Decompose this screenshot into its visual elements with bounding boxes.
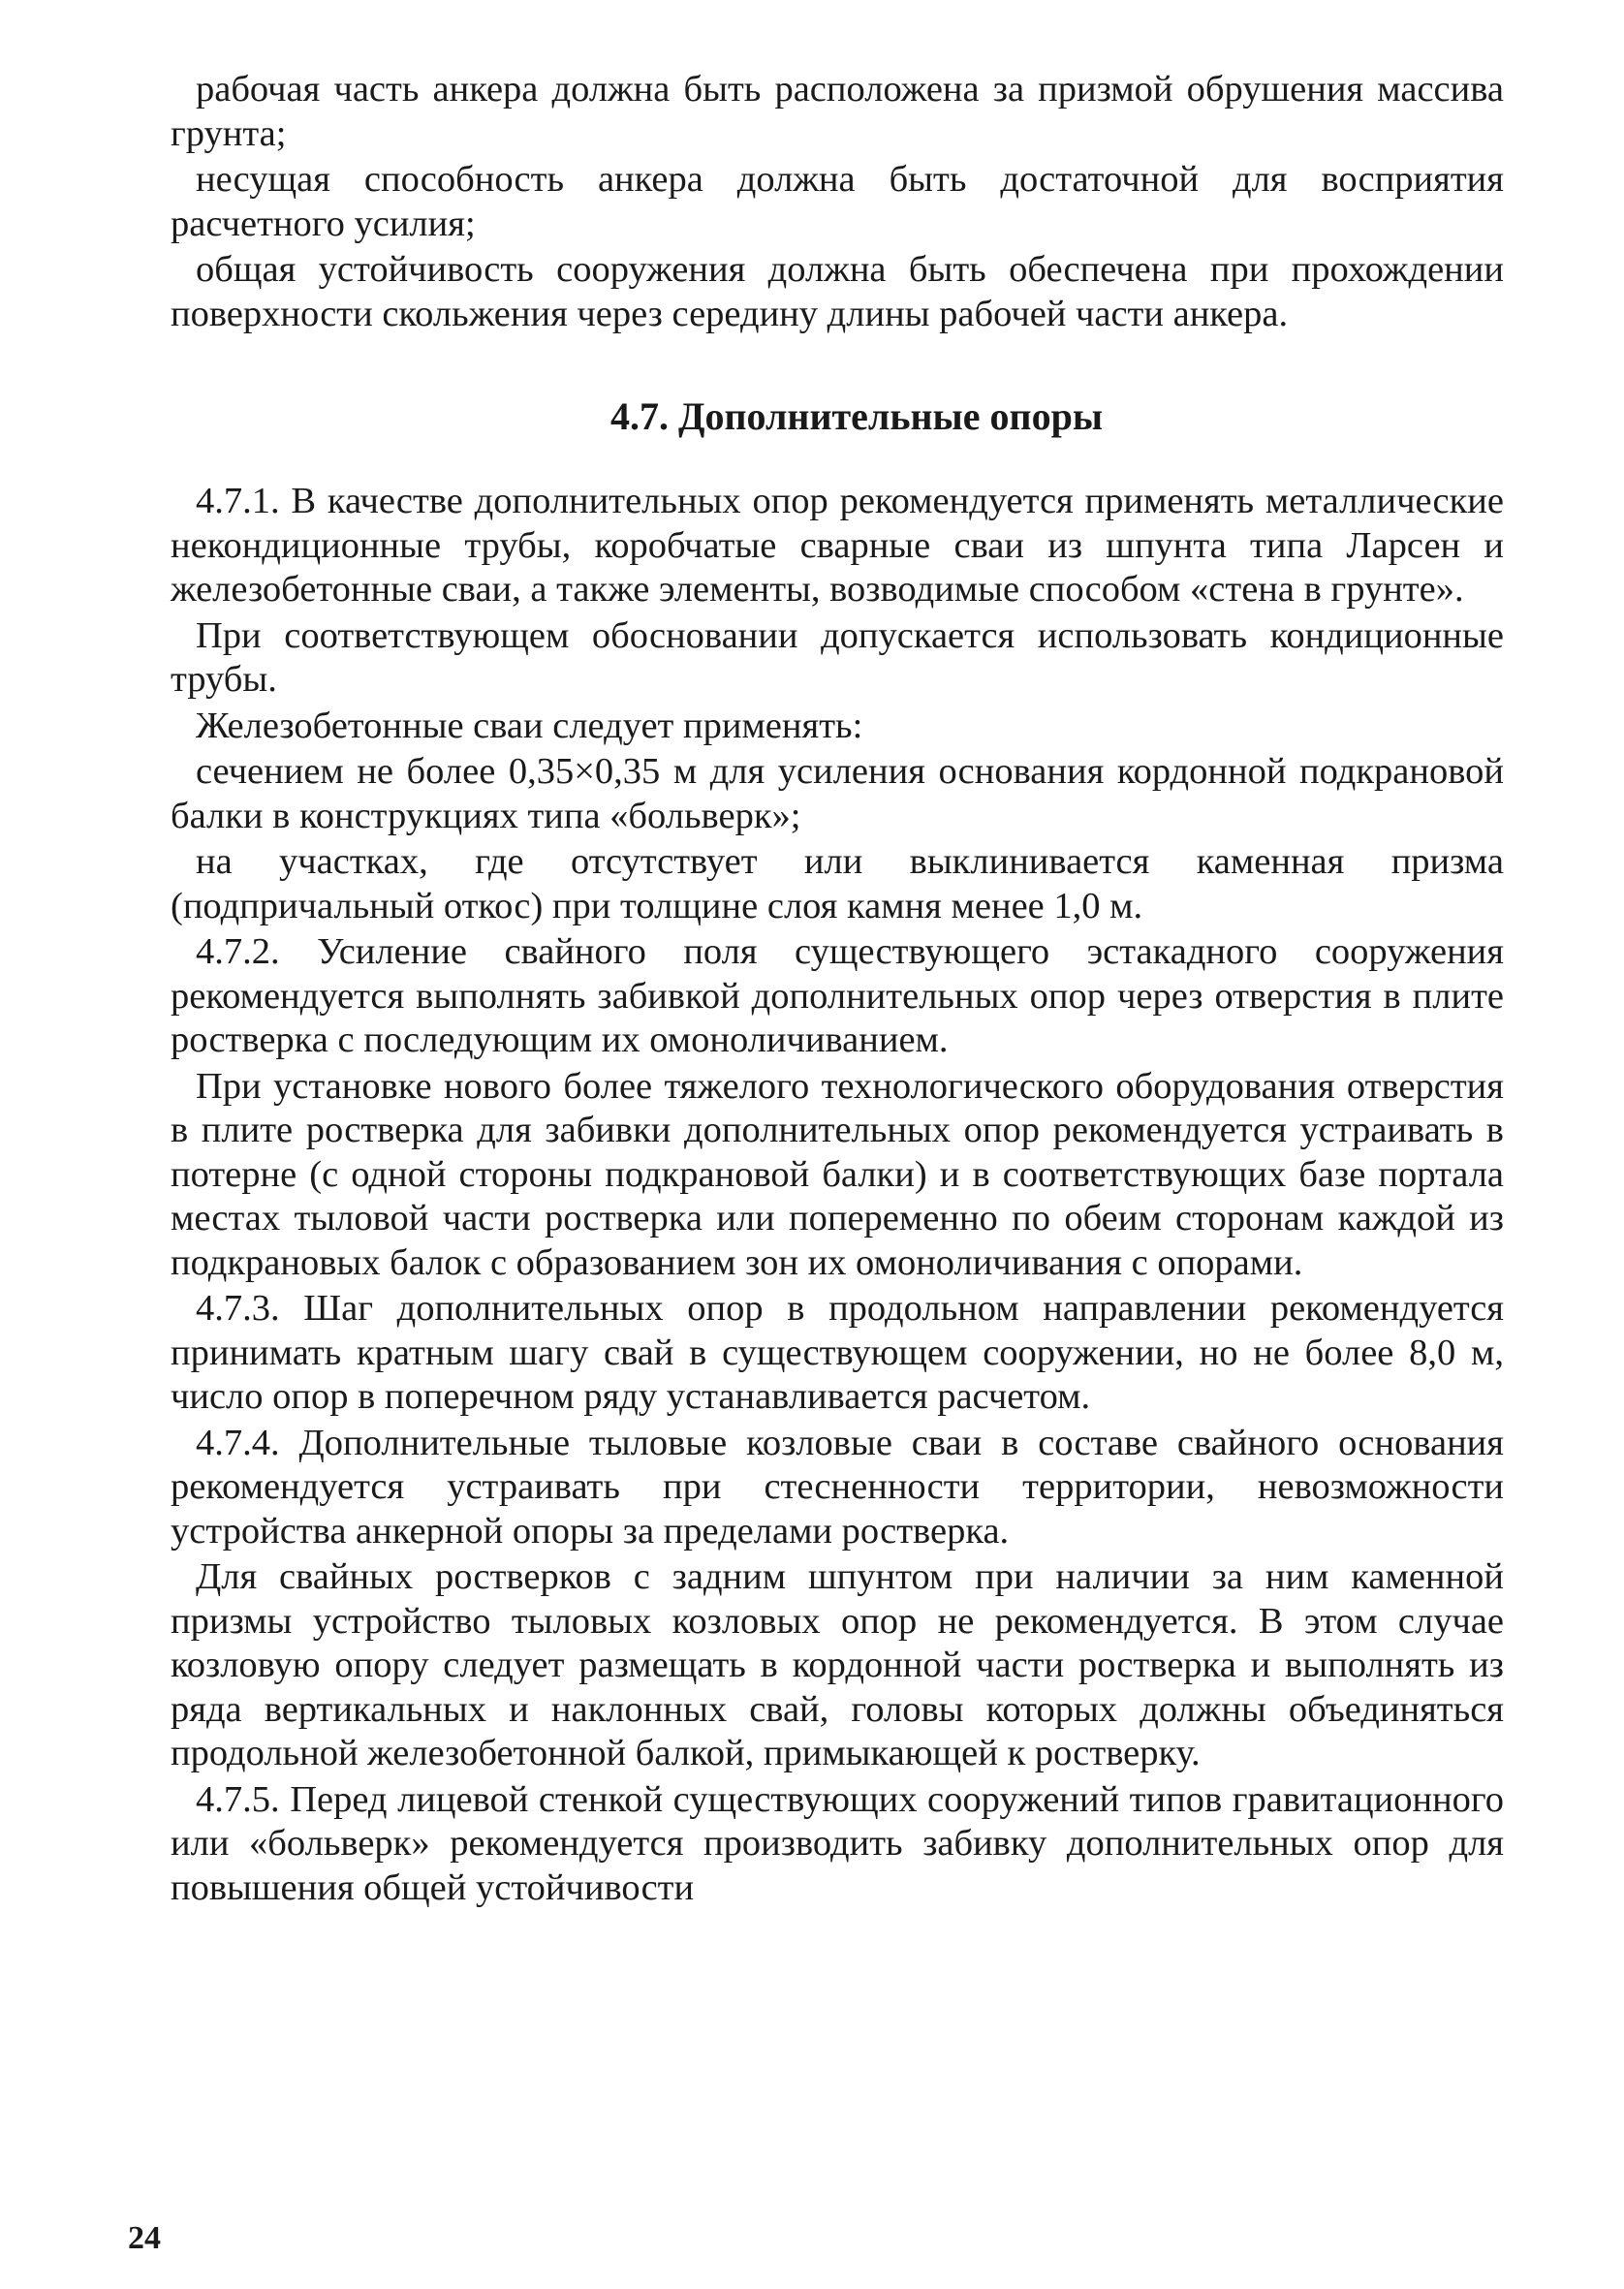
intro-list-item-3: общая устойчивость сооружения должна быть обеспечена при прохождении поверхности скольжения через середину длины рабочей части анкера. <box>171 249 1504 334</box>
paragraph-section-size: сечением не более 0,35×0,35 м для усиления основания кордонной подкрановой балки в конструкциях типа «больверк»; <box>171 751 1504 836</box>
paragraph-heavy-equipment: При установке нового более тяжелого технологического оборудования отверстия в плите ростверка для забивки дополнительных опор рекомендуется устраивать в потерне (с одной стороны подкрановой балки) и в соответствующих базе портала местах тыловой части ростверка или попеременно по обеим сторонам каждой из подкрановых балок с образованием зон их омоноличивания с опорами. <box>171 1065 1504 1283</box>
paragraph-stone-prism: на участках, где отсутствует или выклинивается каменная призма (подпричальный откос) при толщине слоя камня менее 1,0 м. <box>171 841 1504 926</box>
page-number: 24 <box>128 2220 161 2256</box>
paragraph-4-7-5: 4.7.5. Перед лицевой стенкой существующих сооружений типов гравитационного или «больверк» рекомендуется производить забивку дополнительных опор для повышения общей устойчивости <box>171 1778 1504 1908</box>
intro-list-item-2: несущая способность анкера должна быть достаточной для восприятия расчетного усилия; <box>171 159 1504 244</box>
paragraph-4-7-2: 4.7.2. Усиление свайного поля существующего эстакадного сооружения рекомендуется выполнять забивкой дополнительных опор через отверстия в плите ростверка с последующим их омоноличиванием. <box>171 931 1504 1060</box>
paragraph-4-7-4: 4.7.4. Дополнительные тыловые козловые сваи в составе свайного основания рекомендуется устраивать при стесненности территории, невозможности устройства анкерной опоры за пределами ростверка. <box>171 1422 1504 1552</box>
document-page <box>171 68 1504 1912</box>
paragraph-4-7-1: 4.7.1. В качестве дополнительных опор рекомендуется применять металлические некондиционные трубы, коробчатые сварные сваи из шпунта типа Ларсен и железобетонные сваи, а также элементы, возводимые способом «стена в грунте». <box>171 481 1504 610</box>
paragraph-concrete-piles-intro: Железобетонные сваи следует применять: <box>196 705 863 746</box>
paragraph-justification: При соответствующем обосновании допускается использовать кондиционные трубы. <box>171 614 1504 700</box>
paragraph-rear-sheet-pile: Для свайных ростверков с задним шпунтом при наличии за ним каменной призмы устройство тыловых козловых опор не рекомендуется. В этом случае козловую опору следует размещать в кордонной части ростверка и выполнять из ряда вертикальных и наклонных свай, головы которых должны объединяться продольной железобетонной балкой, примыкающей к ростверку. <box>171 1556 1504 1773</box>
section-heading: 4.7. Дополнительные опоры <box>609 394 1104 438</box>
paragraph-4-7-3: 4.7.3. Шаг дополнительных опор в продольном направлении рекомендуется принимать кратным шагу свай в существующем сооружении, но не более 8,0 м, число опор в поперечном ряду устанавливается расчетом. <box>171 1288 1504 1417</box>
intro-list-item-1: рабочая часть анкера должна быть расположена за призмой обрушения массива грунта; <box>171 69 1504 154</box>
